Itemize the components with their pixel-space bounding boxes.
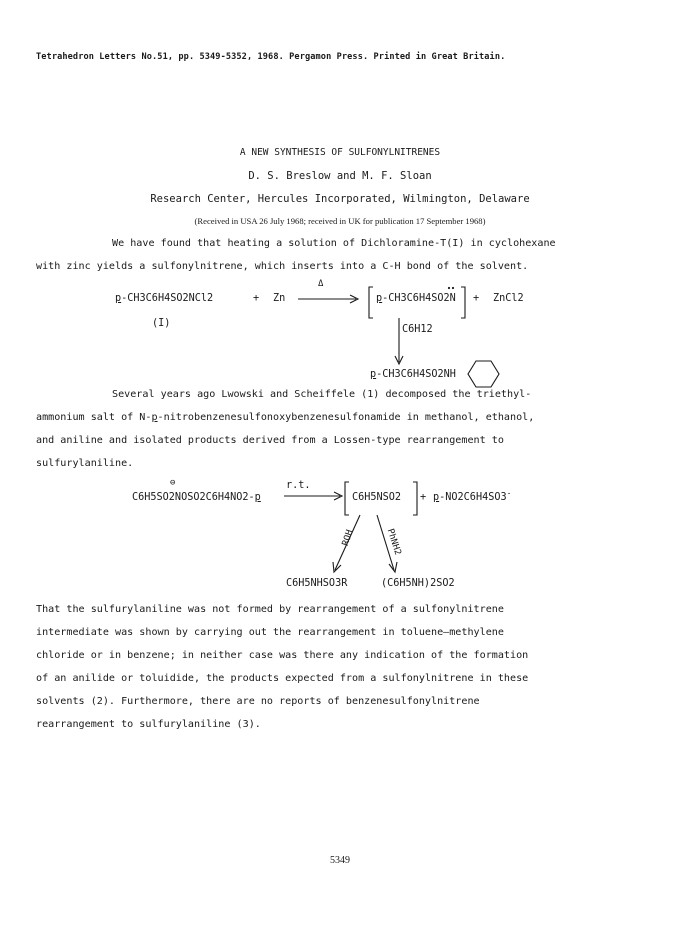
paragraph-3-line: chloride or in benzene; in neither case was there any indication of the formation (36, 650, 529, 661)
bracket-right (461, 287, 465, 318)
text-segment: -nitrobenzenesulfonoxybenzenesulfonamide in methanol, ethanol, (157, 412, 535, 423)
sulfamide-product: (C6H5NH)2SO2 (381, 578, 455, 589)
bracket-right (413, 482, 417, 515)
paragraph-1-line: We have found that heating a solution of Dichloramine-T(I) in cyclohexane (112, 238, 556, 249)
page-number: 5349 (330, 855, 350, 866)
sulfamate-product: C6H5NHSO3R (286, 578, 348, 589)
authors: D. S. Breslow and M. F. Sloan (248, 170, 432, 182)
cyclohexane-reagent: C6H12 (402, 324, 433, 335)
negative-charge: ⊖ (170, 478, 176, 488)
byproduct-charge: - (506, 488, 512, 498)
arrow-head (333, 562, 341, 572)
paragraph-3-line: rearrangement to sulfurylaniline (3). (36, 719, 261, 730)
heat-symbol: Δ (318, 279, 324, 289)
paragraph-3-line: solvents (2). Furthermore, there are no reports of benzenesulfonylnitrene (36, 696, 480, 707)
reactant-formula: C6H5SO2NOSO2C6H4NO2- (132, 492, 255, 503)
para-prefix: p (254, 492, 261, 503)
zinc-reagent: Zn (273, 293, 286, 304)
plus-sign: + (420, 492, 427, 503)
text-segment: ammonium salt of N- (36, 412, 152, 423)
para-prefix: p (433, 492, 440, 503)
reactant-formula: -CH3C6H4SO2NCl2 (121, 293, 214, 304)
electron-dot (448, 287, 450, 289)
paragraph-3-line: That the sulfurylaniline was not formed by rearrangement of a sulfonylnitrene (36, 604, 504, 615)
cyclohexane-ring (468, 361, 499, 387)
para-prefix: p (151, 412, 158, 423)
byproduct-formula: -NO2C6H4SO3 (439, 492, 507, 503)
article-title: A NEW SYNTHESIS OF SULFONYLNITRENES (239, 147, 441, 158)
right-branch-arrow (377, 515, 394, 570)
paragraph-2-line: Several years ago Lwowski and Scheiffele (1) decomposed the triethyl- (112, 389, 532, 400)
para-prefix: p (115, 293, 122, 304)
sulfurylaniline-intermediate: C6H5NSO2 (352, 492, 402, 503)
para-prefix: p (370, 369, 377, 380)
plus-sign: + (253, 293, 260, 304)
paragraph-3-line: of an anilide or toluidide, the products expected from a sulfonylnitrene in these (36, 673, 529, 684)
zinc-chloride: ZnCl2 (493, 293, 524, 304)
paragraph-2-line: and aniline and isolated products derived from a Lossen-type rearrangement to (36, 435, 504, 446)
arrow-label-room-temp: r.t. (286, 480, 311, 491)
paragraph-3-line: intermediate was shown by carrying out the rearrangement in toluene—methylene (36, 627, 504, 638)
journal-header: Tetrahedron Letters No.51, pp. 5349-5352, 1968. Pergamon Press. Printed in Great Britain. (36, 52, 506, 62)
product-formula: -CH3C6H4SO2NH (376, 369, 456, 380)
plus-sign: + (473, 293, 480, 304)
affiliation: Research Center, Hercules Incorporated, Wilmington, Delaware (150, 193, 530, 205)
compound-label: (I) (152, 318, 171, 329)
methanol-reagent: ROH (340, 528, 356, 548)
paragraph-2-line: sulfurylaniline. (36, 458, 134, 469)
received-dates: (Received in USA 26 July 1968; received in UK for publication 17 September 1968) (194, 216, 486, 226)
aniline-reagent: PhNH2 (384, 527, 403, 557)
paragraph-1-line: with zinc yields a sulfonylnitrene, which inserts into a C-H bond of the solvent. (36, 261, 529, 272)
bracket-left (345, 482, 349, 515)
left-branch-arrow (335, 515, 360, 570)
bracket-left (369, 287, 373, 318)
intermediate-formula: -CH3C6H4SO2N (382, 293, 456, 304)
electron-dot (452, 287, 454, 289)
para-prefix: p (376, 293, 383, 304)
